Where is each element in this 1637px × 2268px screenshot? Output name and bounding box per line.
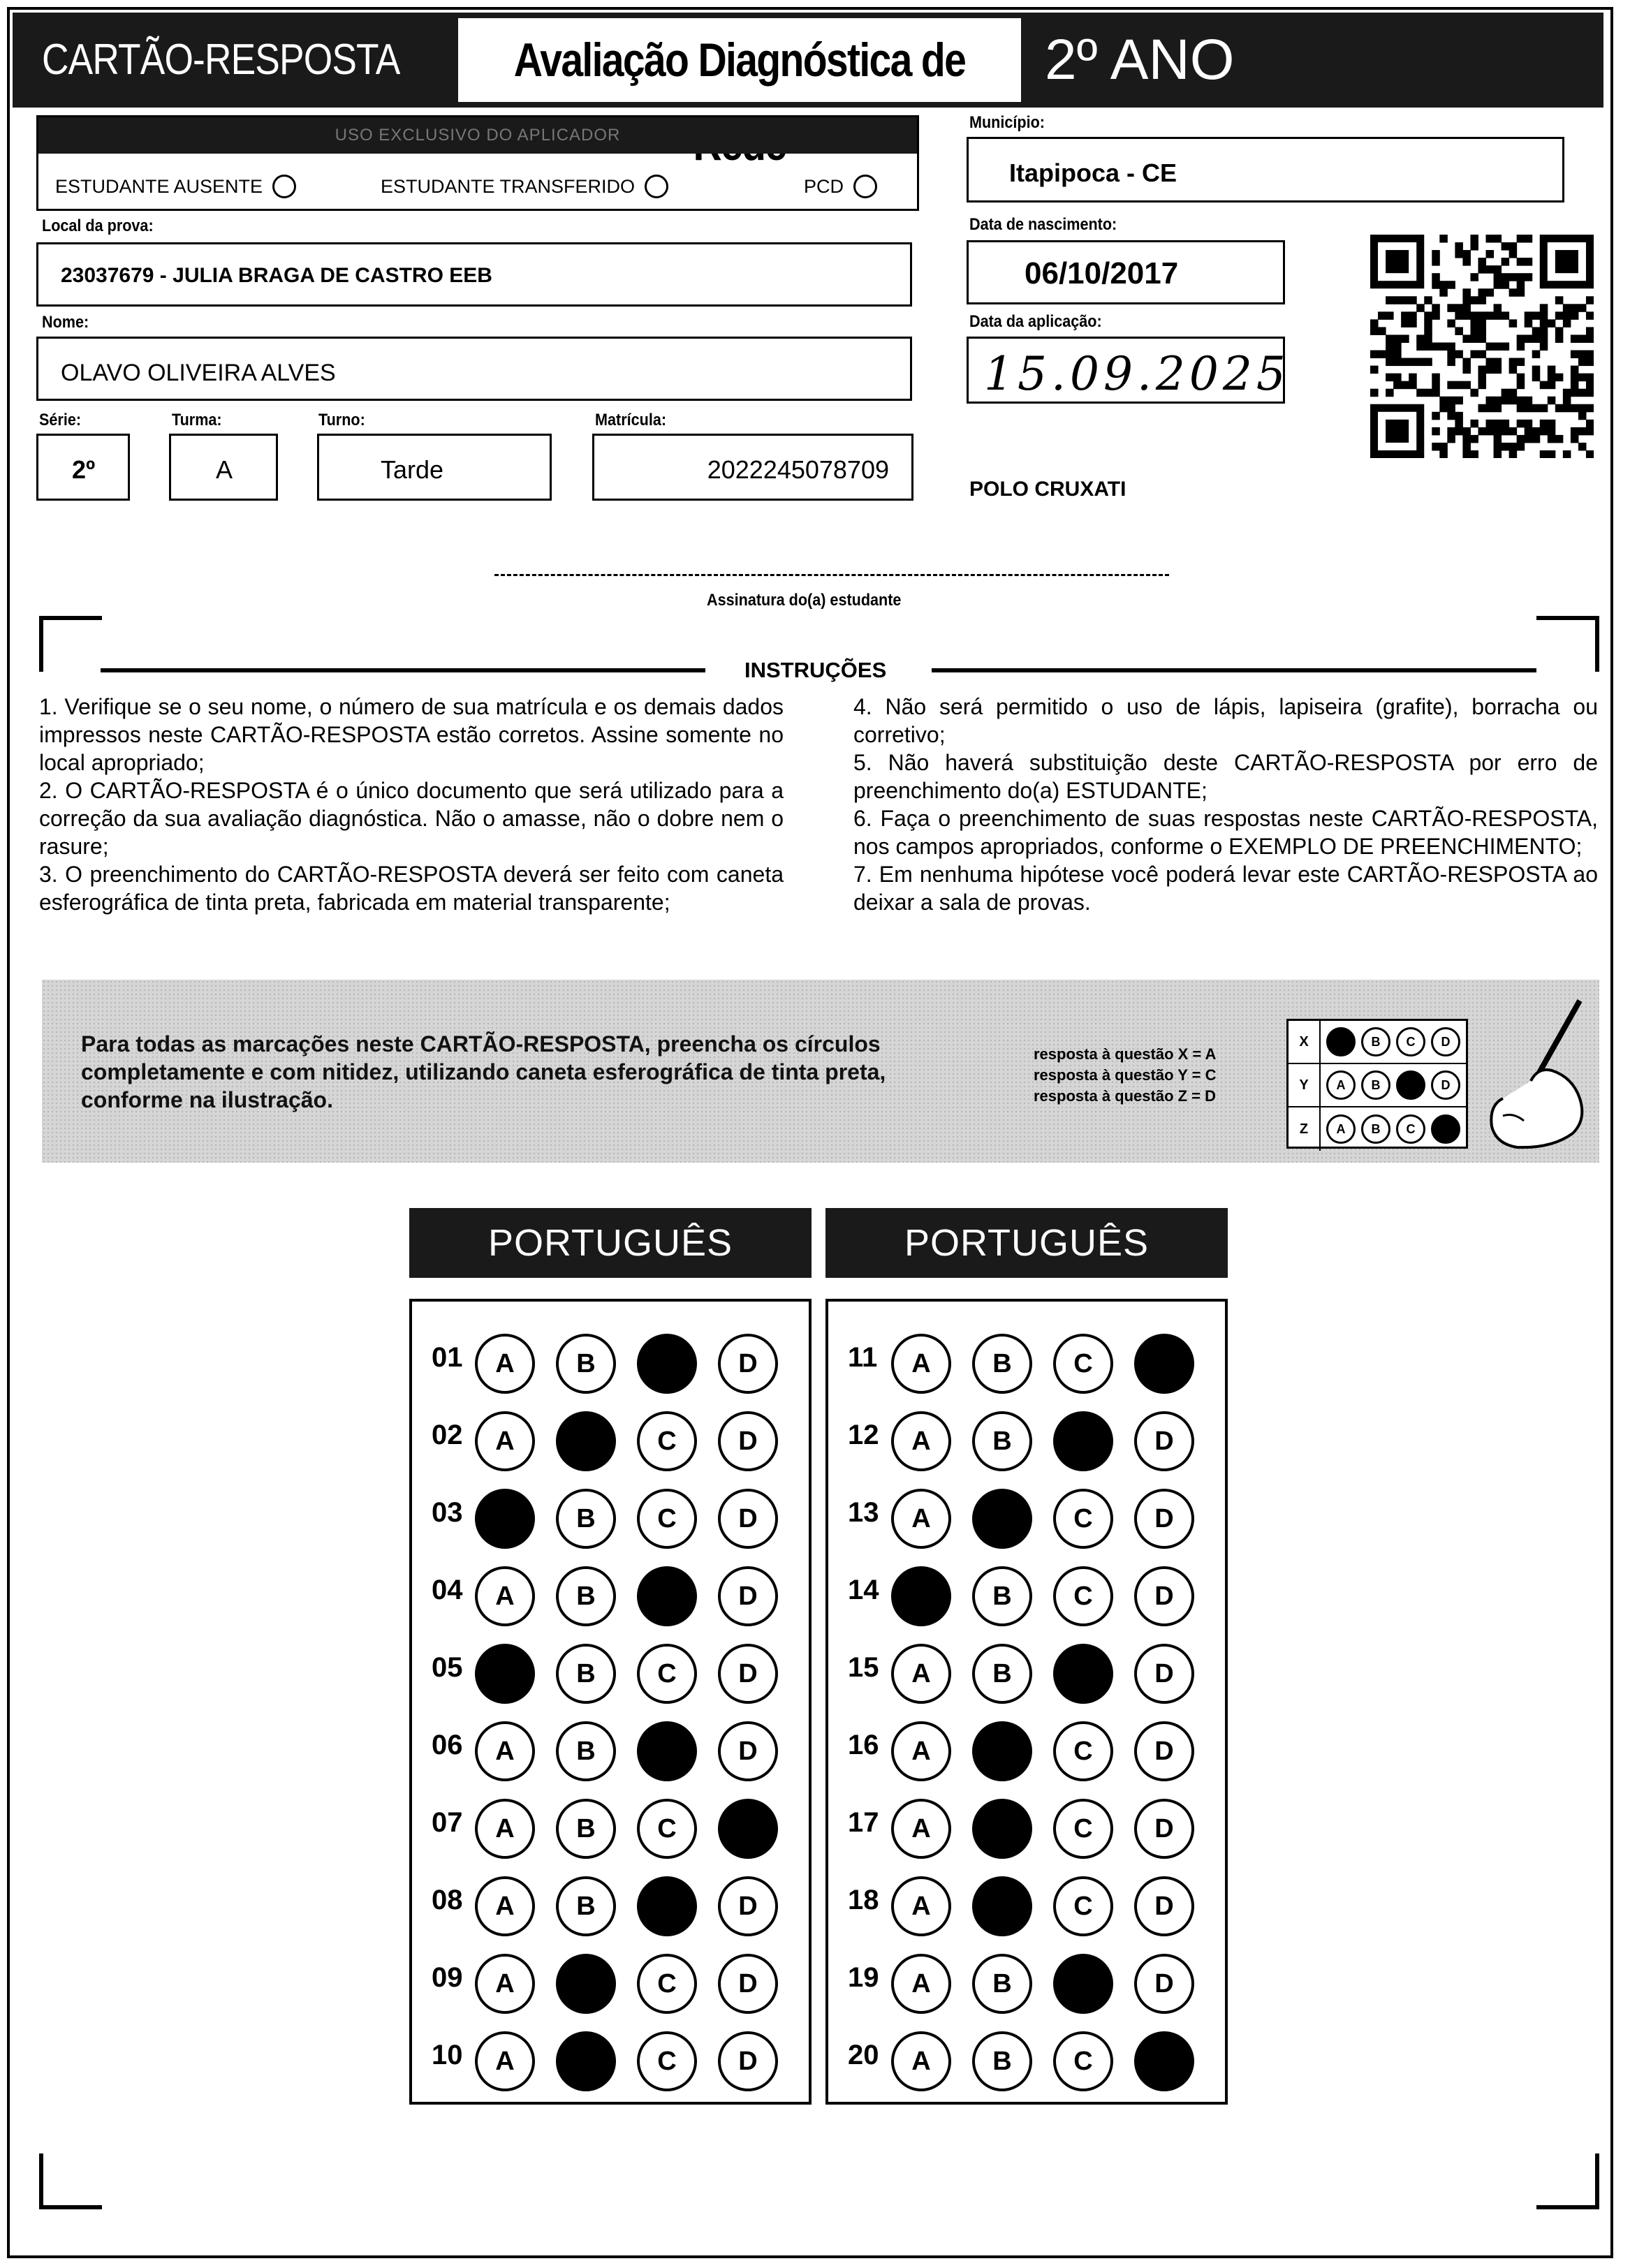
answer-bubble-d[interactable] bbox=[1134, 1334, 1194, 1394]
example-key: Z bbox=[1289, 1107, 1321, 1151]
question-row bbox=[412, 1943, 809, 2012]
qr-code-icon bbox=[1370, 235, 1594, 458]
polo-label: POLO CRUXATI bbox=[969, 478, 1126, 501]
question-row bbox=[828, 1555, 1225, 1625]
aplicacao-field bbox=[967, 337, 1290, 404]
answer-bubble-a[interactable]: A bbox=[891, 1954, 951, 2014]
example-bubble-d bbox=[1431, 1114, 1460, 1144]
answer-bubble-c[interactable]: C bbox=[1053, 1799, 1113, 1859]
answer-bubble-b[interactable]: B bbox=[556, 1334, 616, 1394]
pcd-option[interactable]: PCD bbox=[804, 175, 877, 198]
instructions-left bbox=[39, 693, 784, 916]
question-number: 06 bbox=[432, 1730, 463, 1760]
answer-bubble-c[interactable]: C bbox=[637, 1489, 697, 1549]
question-number: 13 bbox=[848, 1497, 879, 1528]
question-number: 01 bbox=[432, 1342, 463, 1373]
answer-bubble-d[interactable]: D bbox=[718, 1876, 778, 1936]
serie-value: 2º bbox=[72, 455, 96, 484]
answer-bubble-d[interactable]: D bbox=[718, 1334, 778, 1394]
example-bubble-d: D bbox=[1431, 1027, 1460, 1056]
question-number: 14 bbox=[848, 1575, 879, 1605]
question-row bbox=[412, 1633, 809, 1702]
exam-name: Avaliação Diagnóstica de bbox=[458, 18, 1021, 102]
answer-bubble-b[interactable] bbox=[972, 1489, 1032, 1549]
answer-grid-2 bbox=[825, 1299, 1228, 2105]
question-row bbox=[828, 1788, 1225, 1857]
answer-bubble-c[interactable]: C bbox=[1053, 1721, 1113, 1781]
answer-bubble-a[interactable]: A bbox=[891, 1876, 951, 1936]
turma-label: Turma: bbox=[172, 411, 222, 429]
answer-bubble-b[interactable] bbox=[972, 1799, 1032, 1859]
answer-bubble-c[interactable]: C bbox=[637, 2031, 697, 2091]
question-row bbox=[828, 2020, 1225, 2090]
question-number: 08 bbox=[432, 1885, 463, 1915]
example-row bbox=[1289, 1021, 1466, 1064]
question-row bbox=[412, 1788, 809, 1857]
answer-bubble-c[interactable] bbox=[1053, 1411, 1113, 1471]
example-bubble-c: C bbox=[1396, 1114, 1425, 1144]
question-number: 05 bbox=[432, 1652, 463, 1683]
answer-bubble-b[interactable]: B bbox=[556, 1566, 616, 1626]
question-number: 07 bbox=[432, 1807, 463, 1838]
transferred-option[interactable]: ESTUDANTE TRANSFERIDO bbox=[381, 175, 668, 198]
answer-bubble-b[interactable] bbox=[556, 1411, 616, 1471]
question-row bbox=[828, 1943, 1225, 2012]
corner-mark-top-left bbox=[39, 616, 102, 672]
answer-bubble-a[interactable]: A bbox=[475, 1566, 535, 1626]
example-legend-x: resposta à questão X = A bbox=[1034, 1045, 1217, 1063]
instructions-rule-left bbox=[101, 668, 705, 672]
question-number: 18 bbox=[848, 1885, 879, 1915]
answer-bubble-d[interactable]: D bbox=[1134, 1876, 1194, 1936]
local-value: 23037679 - JULIA BRAGA DE CASTRO EEB bbox=[61, 264, 492, 287]
answer-bubble-b[interactable]: B bbox=[972, 1954, 1032, 2014]
answer-bubble-b[interactable]: B bbox=[972, 1334, 1032, 1394]
question-row bbox=[828, 1323, 1225, 1392]
answer-bubble-d[interactable] bbox=[1134, 2031, 1194, 2091]
question-row bbox=[828, 1865, 1225, 1935]
matricula-field bbox=[592, 434, 913, 501]
question-number: 17 bbox=[848, 1807, 879, 1838]
question-number: 09 bbox=[432, 1962, 463, 1993]
example-text: Para todas as marcações neste CARTÃO-RESPOSTA, preencha os círculos completamente e com nitidez, utilizando caneta esferográfica de tinta preta, conforme na ilustração. bbox=[81, 1031, 886, 1112]
instruction-2: 2. O CARTÃO-RESPOSTA é o único documento que será utilizado para a correção da sua avaliação diagnóstica. Não o amasse, não o dobre nem o rasure; bbox=[39, 778, 784, 859]
aplicacao-value: 15.09.2025 bbox=[984, 347, 1290, 401]
instructions-rule-right bbox=[932, 668, 1536, 672]
example-bubble-a bbox=[1326, 1027, 1356, 1056]
subject-header-1: PORTUGUÊS bbox=[409, 1208, 812, 1278]
example-bubble-b: B bbox=[1361, 1070, 1390, 1100]
turno-field bbox=[317, 434, 552, 501]
question-number: 03 bbox=[432, 1497, 463, 1528]
answer-bubble-d[interactable]: D bbox=[718, 1644, 778, 1704]
nascimento-label: Data de nascimento: bbox=[969, 215, 1117, 234]
answer-bubble-a[interactable]: A bbox=[891, 1799, 951, 1859]
answer-bubble-d[interactable] bbox=[718, 1799, 778, 1859]
matricula-value: 2022245078709 bbox=[707, 455, 889, 484]
example-bubble-a: A bbox=[1326, 1070, 1356, 1100]
answer-bubble-d[interactable]: D bbox=[718, 1721, 778, 1781]
answer-bubble-b[interactable] bbox=[972, 1876, 1032, 1936]
instruction-5: 5. Não haverá substituição deste CARTÃO-RESPOSTA por erro de preenchimento do(a) ESTUDANTE; bbox=[853, 750, 1598, 803]
answer-bubble-d[interactable]: D bbox=[718, 1411, 778, 1471]
instruction-6: 6. Faça o preenchimento de suas respostas neste CARTÃO-RESPOSTA, nos campos apropriados, conforme o EXEMPLO DE PREENCHIMENTO; bbox=[853, 806, 1598, 859]
card-title: CARTÃO-RESPOSTA bbox=[42, 36, 400, 84]
answer-bubble-a[interactable] bbox=[475, 1489, 535, 1549]
corner-mark-bottom-right bbox=[1536, 2153, 1599, 2209]
grade-label: 2º ANO bbox=[1045, 28, 1235, 91]
pcd-circle[interactable] bbox=[853, 175, 877, 198]
answer-bubble-a[interactable]: A bbox=[475, 2031, 535, 2091]
answer-bubble-a[interactable]: A bbox=[891, 1334, 951, 1394]
answer-bubble-d[interactable]: D bbox=[718, 1954, 778, 2014]
question-row bbox=[412, 1478, 809, 1547]
answer-bubble-a[interactable] bbox=[475, 1644, 535, 1704]
answer-bubble-b[interactable]: B bbox=[972, 1411, 1032, 1471]
example-bubble-c bbox=[1396, 1070, 1425, 1100]
answer-bubble-c[interactable] bbox=[637, 1334, 697, 1394]
local-label: Local da prova: bbox=[42, 216, 154, 235]
hand-pen-icon bbox=[1475, 994, 1594, 1154]
turma-field bbox=[169, 434, 278, 501]
answer-bubble-b[interactable] bbox=[556, 1954, 616, 2014]
question-number: 16 bbox=[848, 1730, 879, 1760]
question-row bbox=[412, 1400, 809, 1470]
example-legend-z: resposta à questão Z = D bbox=[1034, 1087, 1217, 1105]
aplicacao-label: Data da aplicação: bbox=[969, 312, 1102, 331]
answer-bubble-d[interactable]: D bbox=[1134, 1954, 1194, 2014]
answer-bubble-c[interactable]: C bbox=[1053, 1876, 1113, 1936]
answer-bubble-d[interactable]: D bbox=[718, 1566, 778, 1626]
matricula-label: Matrícula: bbox=[595, 411, 667, 429]
example-key: Y bbox=[1289, 1064, 1321, 1106]
answer-bubble-c[interactable]: C bbox=[1053, 2031, 1113, 2091]
header-bar bbox=[13, 13, 1603, 108]
filling-example bbox=[42, 980, 1599, 1163]
answer-bubble-c[interactable] bbox=[637, 1721, 697, 1781]
answer-bubble-a[interactable]: A bbox=[475, 1721, 535, 1781]
corner-mark-top-right bbox=[1536, 616, 1599, 672]
answer-bubble-a[interactable]: A bbox=[475, 1334, 535, 1394]
answer-bubble-b[interactable]: B bbox=[556, 1721, 616, 1781]
example-row bbox=[1289, 1107, 1466, 1151]
name-value: OLAVO OLIVEIRA ALVES bbox=[61, 360, 336, 386]
question-row bbox=[828, 1633, 1225, 1702]
municipio-field bbox=[967, 137, 1564, 202]
transferred-circle[interactable] bbox=[645, 175, 668, 198]
applicator-title: USO EXCLUSIVO DO APLICADOR bbox=[38, 117, 917, 154]
answer-bubble-b[interactable]: B bbox=[556, 1799, 616, 1859]
question-row bbox=[828, 1400, 1225, 1470]
answer-bubble-a[interactable]: A bbox=[891, 2031, 951, 2091]
answer-bubble-d[interactable]: D bbox=[1134, 1411, 1194, 1471]
municipio-label: Município: bbox=[969, 113, 1045, 132]
answer-bubble-c[interactable] bbox=[637, 1566, 697, 1626]
answer-bubble-b[interactable] bbox=[556, 2031, 616, 2091]
answer-bubble-a[interactable]: A bbox=[475, 1954, 535, 2014]
absent-option[interactable]: ESTUDANTE AUSENTE bbox=[55, 175, 296, 198]
instructions-right bbox=[853, 693, 1598, 916]
question-number: 02 bbox=[432, 1420, 463, 1450]
answer-bubble-b[interactable] bbox=[972, 1721, 1032, 1781]
question-row bbox=[412, 1710, 809, 1780]
serie-label: Série: bbox=[39, 411, 82, 429]
answer-bubble-c[interactable]: C bbox=[1053, 1489, 1113, 1549]
answer-bubble-b[interactable]: B bbox=[556, 1876, 616, 1936]
answer-bubble-d[interactable]: D bbox=[718, 2031, 778, 2091]
answer-bubble-b[interactable]: B bbox=[972, 2031, 1032, 2091]
absent-circle[interactable] bbox=[272, 175, 296, 198]
question-number: 15 bbox=[848, 1652, 879, 1683]
answer-bubble-c[interactable]: C bbox=[637, 1954, 697, 2014]
answer-bubble-c[interactable] bbox=[1053, 1954, 1113, 2014]
answer-bubble-c[interactable]: C bbox=[1053, 1334, 1113, 1394]
signature-line bbox=[494, 574, 1169, 576]
name-label: Nome: bbox=[42, 313, 89, 332]
answer-bubble-c[interactable]: C bbox=[1053, 1566, 1113, 1626]
instruction-1: 1. Verifique se o seu nome, o número de sua matrícula e os demais dados impressos neste CARTÃO-RESPOSTA estão corretos. Assine somente no local apropriado; bbox=[39, 694, 784, 775]
answer-bubble-d[interactable]: D bbox=[1134, 1566, 1194, 1626]
answer-bubble-c[interactable]: C bbox=[637, 1644, 697, 1704]
instructions-title: INSTRUÇÕES bbox=[744, 658, 887, 682]
answer-bubble-d[interactable]: D bbox=[718, 1489, 778, 1549]
answer-bubble-c[interactable] bbox=[637, 1876, 697, 1936]
nascimento-field bbox=[967, 240, 1285, 304]
answer-grid-1 bbox=[409, 1299, 812, 2105]
turno-label: Turno: bbox=[318, 411, 365, 429]
answer-bubble-c[interactable]: C bbox=[637, 1799, 697, 1859]
question-row bbox=[412, 2020, 809, 2090]
serie-field bbox=[36, 434, 130, 501]
local-field bbox=[36, 242, 912, 307]
turma-value: A bbox=[216, 455, 233, 484]
question-row bbox=[412, 1865, 809, 1935]
answer-bubble-c[interactable]: C bbox=[637, 1411, 697, 1471]
question-number: 19 bbox=[848, 1962, 879, 1993]
example-key: X bbox=[1289, 1021, 1321, 1063]
municipio-value: Itapipoca - CE bbox=[1009, 159, 1177, 187]
example-bubble-c: C bbox=[1396, 1027, 1425, 1056]
answer-bubble-c[interactable] bbox=[1053, 1644, 1113, 1704]
applicator-section bbox=[36, 115, 919, 211]
question-number: 04 bbox=[432, 1575, 463, 1605]
example-legend bbox=[1034, 1044, 1216, 1107]
instruction-4: 4. Não será permitido o uso de lápis, lapiseira (grafite), borracha ou corretivo; bbox=[853, 694, 1598, 747]
instruction-3: 3. O preenchimento do CARTÃO-RESPOSTA deverá ser feito com caneta esferográfica de tinta preta, fabricada em material transparente; bbox=[39, 862, 784, 915]
example-grid bbox=[1286, 1019, 1468, 1149]
answer-bubble-d[interactable]: D bbox=[1134, 1721, 1194, 1781]
answer-bubble-a[interactable] bbox=[891, 1566, 951, 1626]
example-bubble-b: B bbox=[1361, 1027, 1390, 1056]
answer-bubble-a[interactable]: A bbox=[891, 1644, 951, 1704]
answer-bubble-a[interactable]: A bbox=[475, 1799, 535, 1859]
instruction-7: 7. Em nenhuma hipótese você poderá levar este CARTÃO-RESPOSTA ao deixar a sala de provas. bbox=[853, 862, 1598, 915]
answer-bubble-a[interactable]: A bbox=[891, 1489, 951, 1549]
example-row bbox=[1289, 1064, 1466, 1107]
question-row bbox=[412, 1555, 809, 1625]
corner-mark-bottom-left bbox=[39, 2153, 102, 2209]
question-number: 11 bbox=[848, 1342, 878, 1373]
answer-bubble-a[interactable]: A bbox=[475, 1876, 535, 1936]
answer-bubble-b[interactable]: B bbox=[556, 1489, 616, 1549]
name-field bbox=[36, 337, 912, 401]
answer-bubble-d[interactable]: D bbox=[1134, 1644, 1194, 1704]
question-row bbox=[828, 1478, 1225, 1547]
answer-bubble-a[interactable]: A bbox=[891, 1721, 951, 1781]
answer-bubble-b[interactable]: B bbox=[972, 1566, 1032, 1626]
answer-bubble-d[interactable]: D bbox=[1134, 1489, 1194, 1549]
signature-label: Assinatura do(a) estudante bbox=[707, 591, 902, 610]
question-number: 10 bbox=[432, 2040, 463, 2070]
question-number: 20 bbox=[848, 2040, 879, 2070]
example-bubble-a: A bbox=[1326, 1114, 1356, 1144]
answer-bubble-d[interactable]: D bbox=[1134, 1799, 1194, 1859]
question-row bbox=[412, 1323, 809, 1392]
subject-header-2: PORTUGUÊS bbox=[825, 1208, 1228, 1278]
turno-value: Tarde bbox=[381, 455, 444, 484]
nascimento-value: 06/10/2017 bbox=[1025, 256, 1179, 290]
answer-bubble-b[interactable]: B bbox=[972, 1644, 1032, 1704]
example-bubble-d: D bbox=[1431, 1070, 1460, 1100]
question-row bbox=[828, 1710, 1225, 1780]
answer-bubble-b[interactable]: B bbox=[556, 1644, 616, 1704]
question-number: 12 bbox=[848, 1420, 879, 1450]
answer-bubble-a[interactable]: A bbox=[891, 1411, 951, 1471]
example-legend-y: resposta à questão Y = C bbox=[1034, 1066, 1217, 1084]
example-bubble-b: B bbox=[1361, 1114, 1390, 1144]
answer-bubble-a[interactable]: A bbox=[475, 1411, 535, 1471]
